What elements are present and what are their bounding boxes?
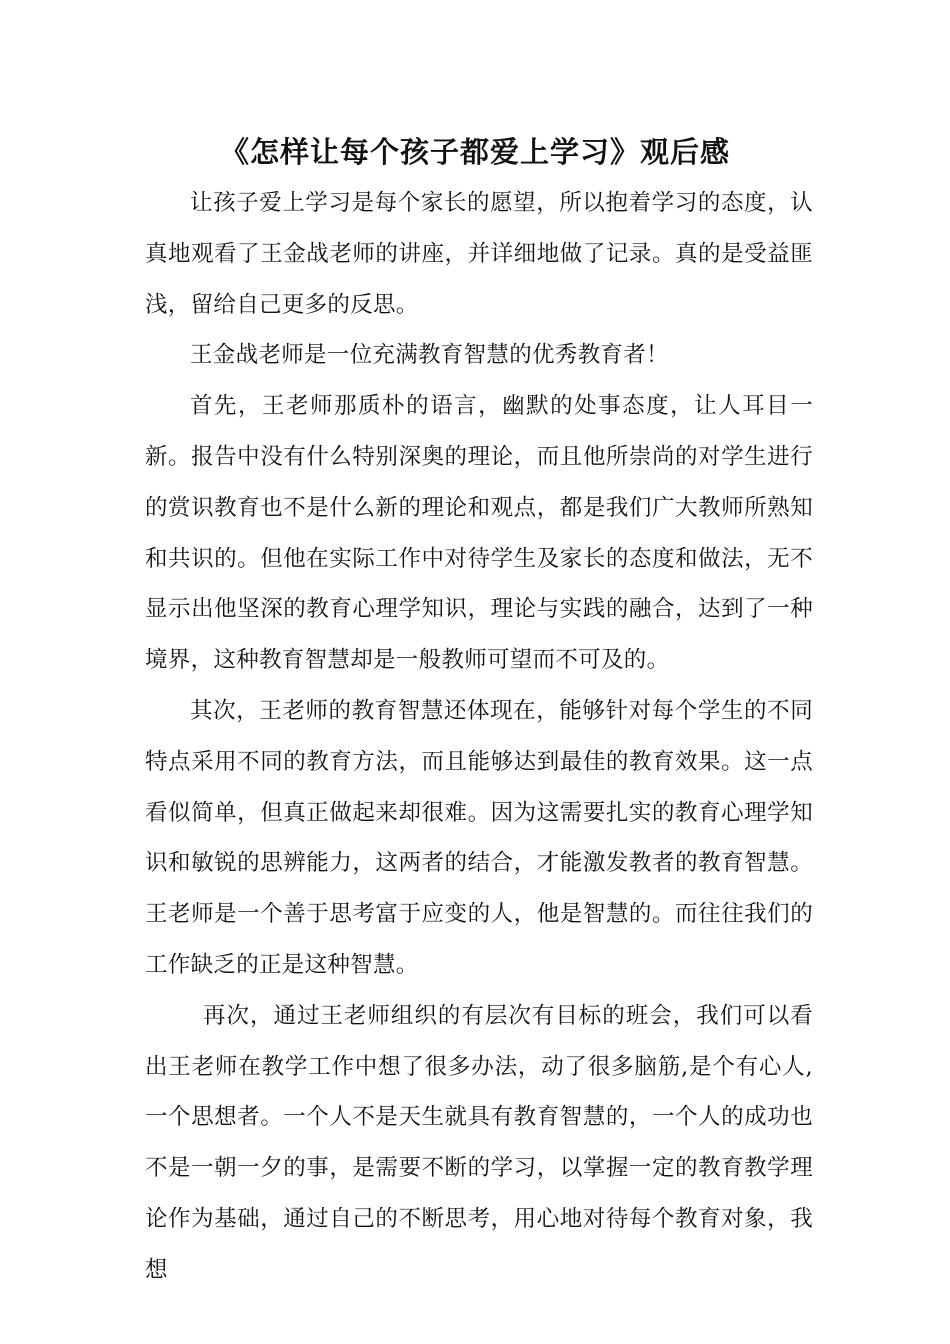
paragraph-third: 再次，通过王老师组织的有层次有目标的班会，我们可以看出王老师在教学工作中想了很多办法，动了很多脑筋,是个有心人,一个思想者。一个人不是天生就具有教育智慧的，一个人的成功也不是一朝一夕的事，是需要不断的学习，以掌握一定的教育教学理论作为基础，通过自己的不断思考，用心地对待每个教育对象，我想 (145, 1002, 813, 1283)
document-body (145, 178, 813, 1296)
document-title: 《怎样让每个孩子都爱上学习》观后感 (219, 135, 730, 169)
paragraph-first: 首先，王老师那质朴的语言，幽默的处事态度，让人耳目一新。报告中没有什么特别深奥的理论，而且他所崇尚的对学生进行的赏识教育也不是什么新的理论和观点，都是我们广大教师所熟知和共识的。但他在实际工作中对待学生及家长的态度和做法，无不显示出他坚深的教育心理学知识，理论与实践的融合，达到了一种境界，这种教育智慧却是一般教师可望而不可及的。 (145, 393, 813, 674)
paragraph-second: 其次，王老师的教育智慧还体现在，能够针对每个学生的不同特点采用不同的教育方法，而且能够达到最佳的教育效果。这一点看似简单，但真正做起来却很难。因为这需要扎实的教育心理学知识和敏锐的思辨能力，这两者的结合，才能激发教者的教育智慧。王老师是一个善于思考富于应变的人，他是智慧的。而往往我们的工作缺乏的正是这种智慧。 (145, 697, 813, 978)
paragraph-intro: 让孩子爱上学习是每个家长的愿望，所以抱着学习的态度，认真地观看了王金战老师的讲座，并详细地做了记录。真的是受益匪浅，留给自己更多的反思。 (145, 190, 813, 318)
paragraph-thesis: 王金战老师是一位充满教育智慧的优秀教育者！ (190, 342, 669, 369)
